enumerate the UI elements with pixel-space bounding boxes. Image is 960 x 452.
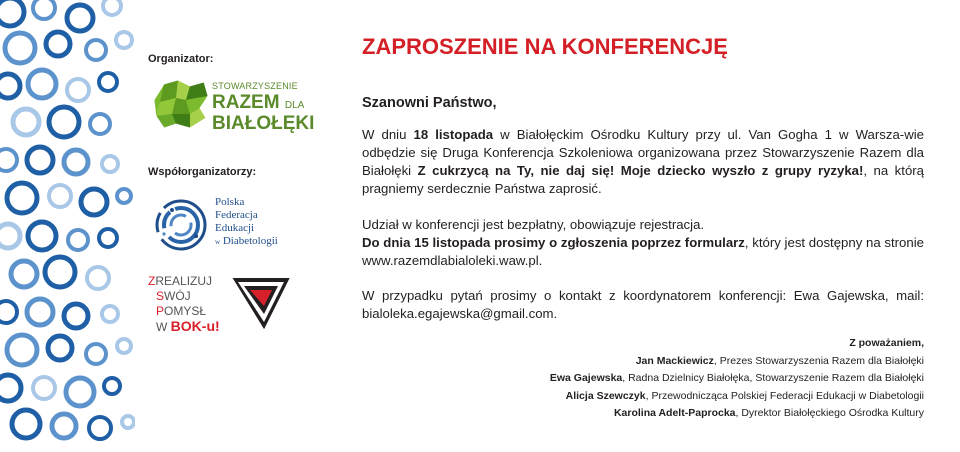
decorative-ring: [5, 33, 35, 63]
bok-triangle-icon: [230, 276, 292, 332]
paragraph-contact: [362, 287, 924, 323]
decorative-ring: [0, 0, 24, 26]
p2-text-1: Udział w konferencji jest bezpłatny, obowiązuje rejestracja.: [362, 217, 705, 232]
coorganizers-label: Współorganizatorzy:: [148, 166, 257, 178]
signatory-2: [362, 370, 924, 388]
pfed-logo-line3: Edukacji: [215, 222, 255, 234]
decorative-ring: [0, 301, 17, 323]
decorative-ring: [27, 299, 53, 325]
decorative-ring: [117, 339, 131, 353]
decorative-ring: [102, 306, 118, 322]
decorative-ring: [122, 416, 134, 428]
decorative-ring: [28, 222, 56, 250]
decorative-ring: [67, 79, 89, 101]
page-title: ZAPROSZENIE NA KONFERENCJĘ: [362, 34, 728, 59]
decorative-ring: [45, 257, 75, 287]
decorative-ring: [27, 147, 53, 173]
signatory-role: , Prezes Stowarzyszenia Razem dla Białołęki: [713, 354, 924, 367]
decorative-ring: [67, 5, 93, 31]
decorative-ring: [33, 0, 55, 19]
decorative-ring: [116, 32, 132, 48]
closing: Z poważaniem,: [849, 337, 924, 349]
decorative-ring: [81, 189, 107, 215]
decorative-ring: [99, 73, 117, 91]
decorative-ring: [0, 74, 20, 98]
decorative-ring: [66, 378, 94, 406]
razem-logo-line2: RAZEM: [212, 92, 280, 113]
razem-logo-line2-small: DLA: [284, 100, 305, 111]
decorative-ring: [11, 261, 37, 287]
bok-w4: BOK-u: [170, 318, 215, 334]
bok-w3-initial: P: [156, 304, 165, 318]
decorative-ring: [103, 0, 121, 15]
decorative-ring: [46, 32, 70, 56]
decorative-ring: [49, 107, 79, 137]
decorative-ring: [52, 414, 76, 438]
decorative-ring: [12, 410, 40, 438]
decorative-ring: [117, 189, 131, 203]
decorative-ring: [0, 149, 17, 171]
decorative-ring: [68, 230, 88, 250]
decorative-ring: [49, 185, 71, 207]
p2-deadline: Do dnia 15 listopada prosimy o zgłoszenia poprzez formularz: [362, 235, 745, 250]
pfed-logo-line2: Federacja: [215, 209, 258, 221]
decorative-ring: [104, 378, 120, 394]
bok-w4-exclaim: !: [215, 318, 220, 334]
razem-map-icon: [150, 78, 210, 130]
signatory-1: [362, 353, 924, 371]
decorative-ring: [7, 335, 37, 365]
signatory-name: Ewa Gajewska: [549, 372, 623, 384]
p1-conference-name: Z cukrzycą na Ty, nie daj się! Moje dziecko wyszło z grupy ryzyka!: [417, 163, 864, 178]
signatory-name: Jan Mackiewicz: [635, 354, 714, 367]
razem-logo-line1: STOWARZYSZENIE: [212, 81, 298, 91]
decorative-ring: [102, 156, 118, 172]
organizer-label: Organizator:: [148, 53, 214, 65]
p2-text-2: , który jest dostępny na stronie www.razemdlabialoleki.waw.pl.: [362, 235, 924, 268]
decorative-ring: [0, 375, 21, 401]
pfed-logo: [152, 196, 282, 256]
p1-text-1: W dniu: [362, 127, 414, 142]
decorative-ring: [0, 224, 20, 248]
bok-w4-prefix: W: [156, 320, 171, 334]
decorative-ring: [86, 344, 106, 364]
decorative-ring: [64, 304, 88, 328]
signatory-3: [362, 388, 924, 406]
signatory-role: , Dyrektor Białołęckiego Ośrodka Kultury: [735, 407, 924, 419]
bok-w1: REALIZUJ: [155, 274, 213, 288]
sponsors-column: [140, 0, 320, 452]
decorative-circles-pattern: [0, 0, 135, 452]
p1-text-2: w Białołęckim Ośrodku Kultury przy ul. Van Gogha 1 w Warsza-wie odbędzie się Druga Konferencja Szkoleniowa organizowana przez Stowarzyszenie Razem dla Białołęki: [362, 127, 924, 178]
decorative-ring: [86, 40, 106, 60]
pfed-logo-line1: Polska: [215, 196, 245, 208]
decorative-ring: [64, 150, 88, 174]
decorative-ring: [89, 417, 111, 439]
paragraph-invitation: [362, 126, 924, 198]
bok-w3: OMYSŁ: [164, 304, 207, 318]
signatory-name: Karolina Adelt-Paprocka: [613, 407, 736, 419]
decorative-ring: [48, 336, 72, 360]
decorative-ring: [99, 229, 117, 247]
signature-block: [362, 335, 924, 423]
decorative-ring: [90, 114, 110, 134]
p1-text-3: , na którą pragniemy serdecznie Państwa zaprosić.: [362, 163, 924, 196]
pfed-logo-line4: Diabetologii: [222, 235, 278, 247]
decorative-ring: [28, 70, 56, 98]
signatory-role: , Przewodnicząca Polskiej Federacji Edukacji w Diabetologii: [645, 389, 924, 402]
signatory-4: [362, 405, 924, 423]
razem-logo-line3: BIAŁOŁĘKI: [212, 113, 315, 134]
bok-w1-initial: Z: [148, 274, 156, 288]
zrealizuj-bok-logo: [148, 274, 298, 338]
pfed-swirl-icon: [152, 196, 210, 254]
razem-dla-bialoleki-logo: [150, 78, 315, 140]
pfed-logo-line4-prefix: w: [215, 238, 221, 246]
signatory-name: Alicja Szewczyk: [565, 389, 646, 402]
p1-date: 18 listopada: [413, 127, 494, 142]
bok-w2: WÓJ: [164, 289, 191, 303]
decorative-ring: [7, 183, 37, 213]
paragraph-registration: [362, 216, 924, 270]
greeting: Szanowni Państwo,: [362, 95, 497, 111]
decorative-ring: [33, 377, 55, 399]
decorative-ring: [87, 267, 109, 289]
bok-w2-initial: S: [156, 289, 165, 303]
decorative-ring: [13, 109, 39, 135]
signatory-role: , Radna Dzielnicy Białołęka, Stowarzyszenie Razem dla Białołęki: [622, 372, 924, 384]
p3-text-1: W przypadku pytań prosimy o kontakt z koordynatorem konferencji: Ewa Gajewska, mail: bialoleka.egajewska@gmail.com.: [362, 288, 924, 321]
